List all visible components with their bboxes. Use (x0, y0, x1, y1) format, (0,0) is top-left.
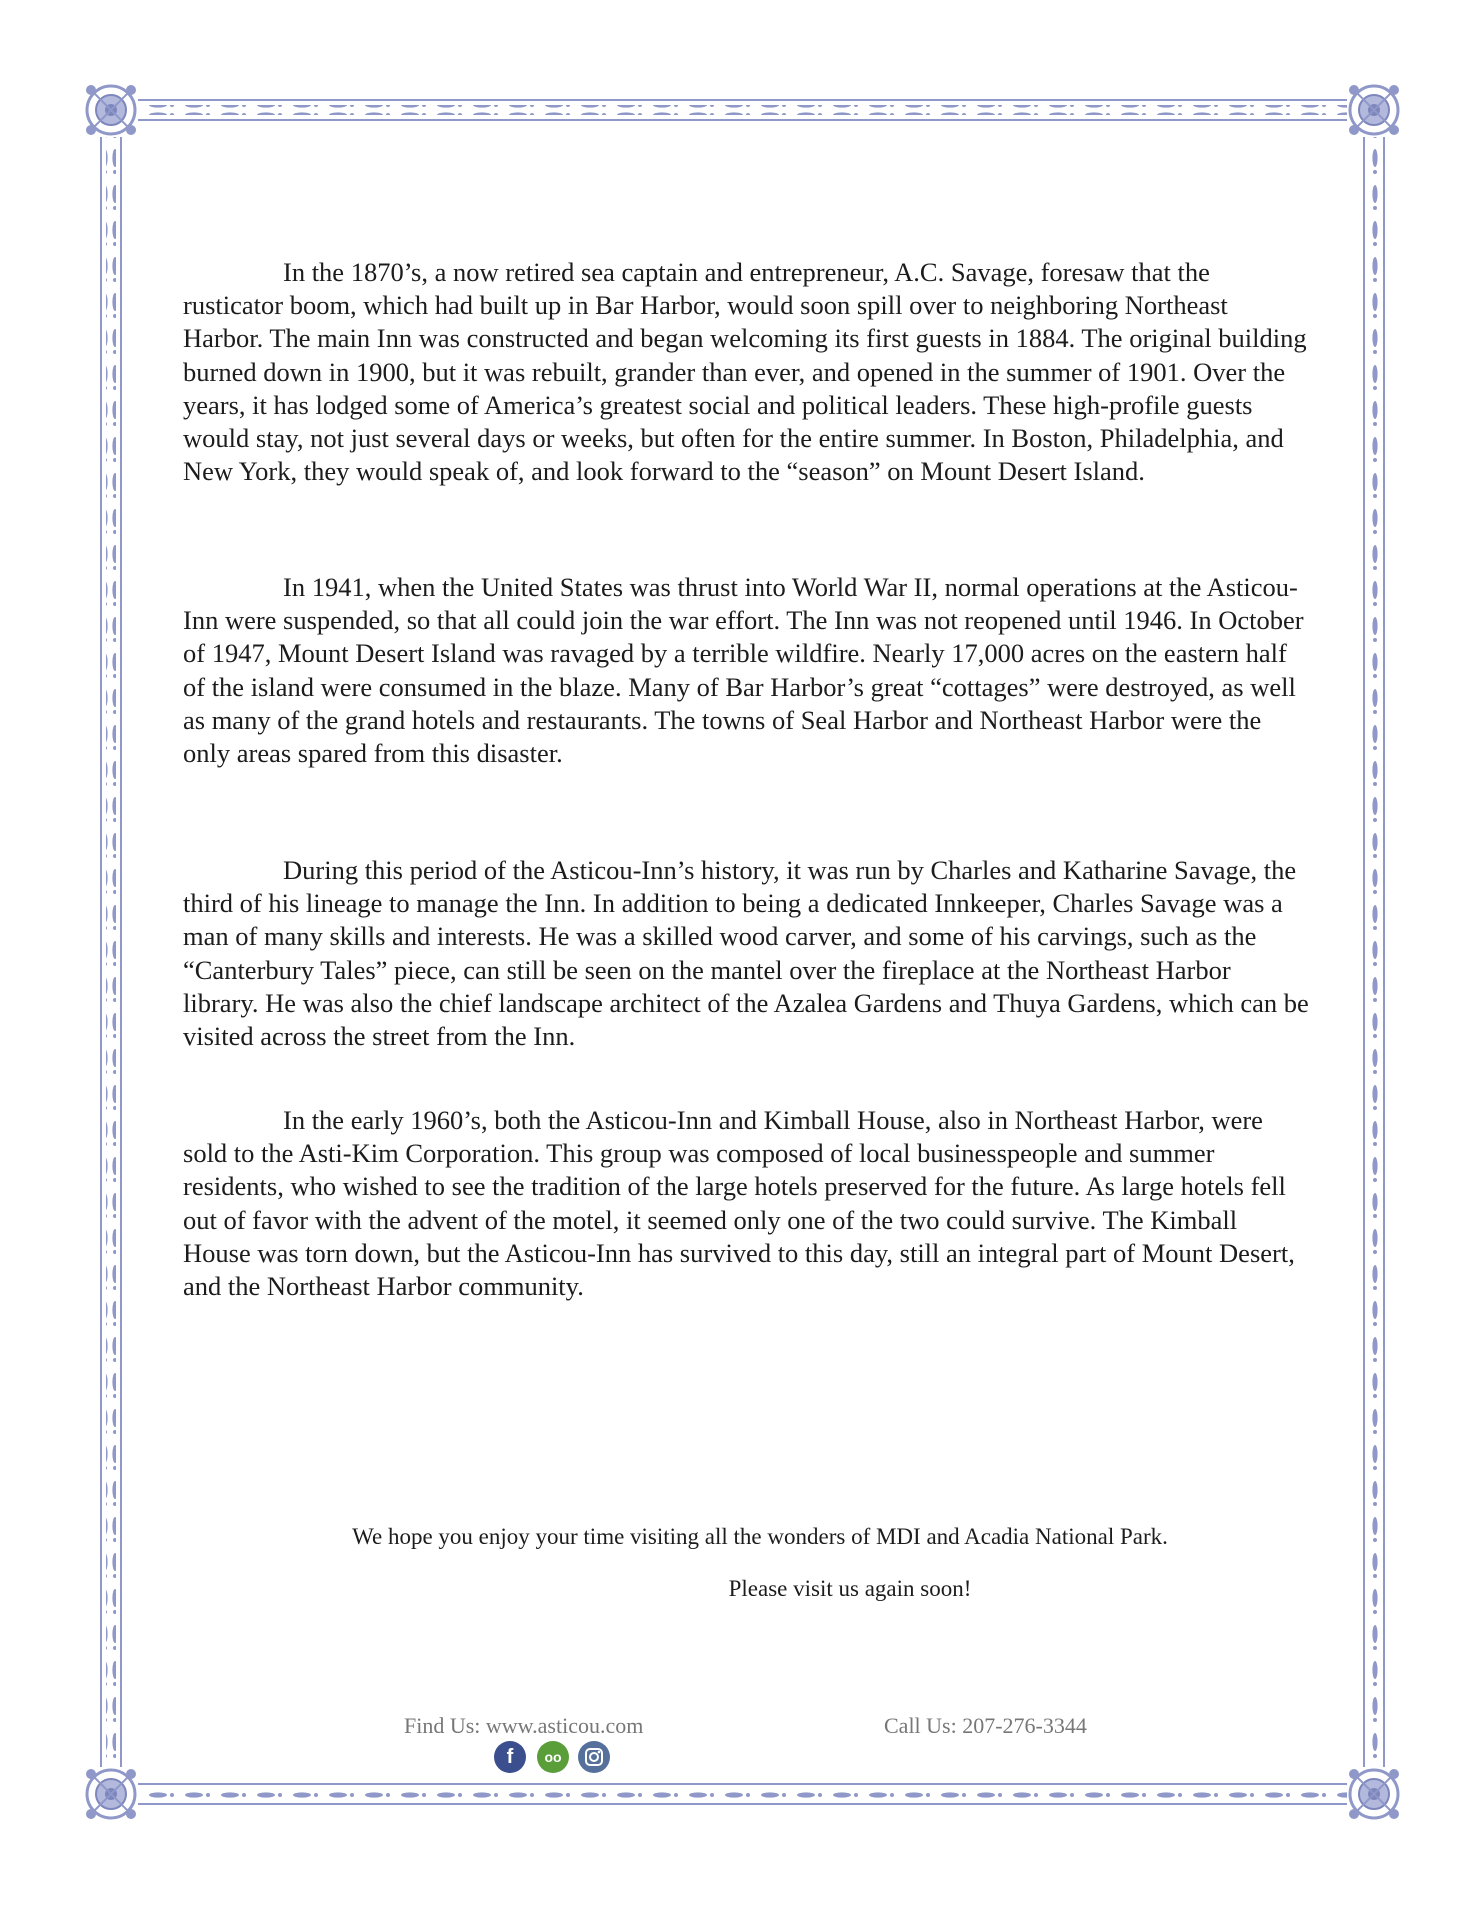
history-paragraph-1941: In 1941, when the United States was thrust into World War II, normal operations at the Asticou-Inn were suspended, so that all could join the war effort. The Inn was not reopened until 1946. In October of 1947, Mount Desert Island was ravaged by a terrible wildfire. Nearly 17,000 acres on the eastern half of the island were consumed in the blaze. Many of Bar Harbor’s great “cottages” were destroyed, as well as many of the grand hotels and restaurants. The towns of Seal Harbor and Northeast Harbor were the only areas spared from this disaster. (183, 572, 1304, 769)
history-paragraph-1870s: In the 1870’s, a now retired sea captain and entrepreneur, A.C. Savage, foresaw that the rusticator boom, which had built up in Bar Harbor, would soon spill over to neighboring Northeast Harbor. The main Inn was constructed and began welcoming its first guests in 1884. The original building burned down in 1900, but it was rebuilt, grander than ever, and opened in the summer of 1901. Over the years, it has lodged some of America’s greatest social and political leaders. These high-profile guests would stay, not just several days or weeks, but often for the entire summer. In Boston, Philadelphia, and New York, they would speak of, and look forward to the “season” on Mount Desert Island. (183, 257, 1307, 487)
instagram-icon[interactable] (578, 1741, 610, 1773)
history-paragraph-savage: During this period of the Asticou-Inn’s history, it was run by Charles and Katharine Savage, the third of his lineage to manage the Inn. In addition to being a dedicated Innkeeper, Charles Savage was a man of many skills and interests. He was a skilled wood carver, and some of his carvings, such as the “Canterbury Tales” piece, can still be seen on the mantel over the fireplace at the Northeast Harbor library. He was also the chief landscape architect of the Azalea Gardens and Thuya Gardens, which can be visited across the street from the Inn. (183, 855, 1309, 1052)
closing-invitation: Please visit us again soon! (728, 1576, 972, 1601)
facebook-icon[interactable]: f (494, 1741, 526, 1773)
closing-message: We hope you enjoy your time visiting all the wonders of MDI and Acadia National Park. (352, 1524, 1168, 1549)
history-paragraph-1960s: In the early 1960’s, both the Asticou-Inn and Kimball House, also in Northeast Harbor, were sold to the Asti-Kim Corporation. This group was composed of local businesspeople and summer residents, who wished to see the tradition of the large hotels preserved for the future. As large hotels fell out of favor with the advent of the motel, it seemed only one of the two could survive. The Kimball House was torn down, but the Asticou-Inn has survived to this day, still an integral part of Mount Desert, and the Northeast Harbor community. (183, 1105, 1295, 1302)
website-link[interactable]: Find Us: www.asticou.com (404, 1713, 644, 1738)
tripadvisor-icon[interactable]: oo (537, 1741, 569, 1773)
phone-number: Call Us: 207-276-3344 (884, 1713, 1087, 1738)
